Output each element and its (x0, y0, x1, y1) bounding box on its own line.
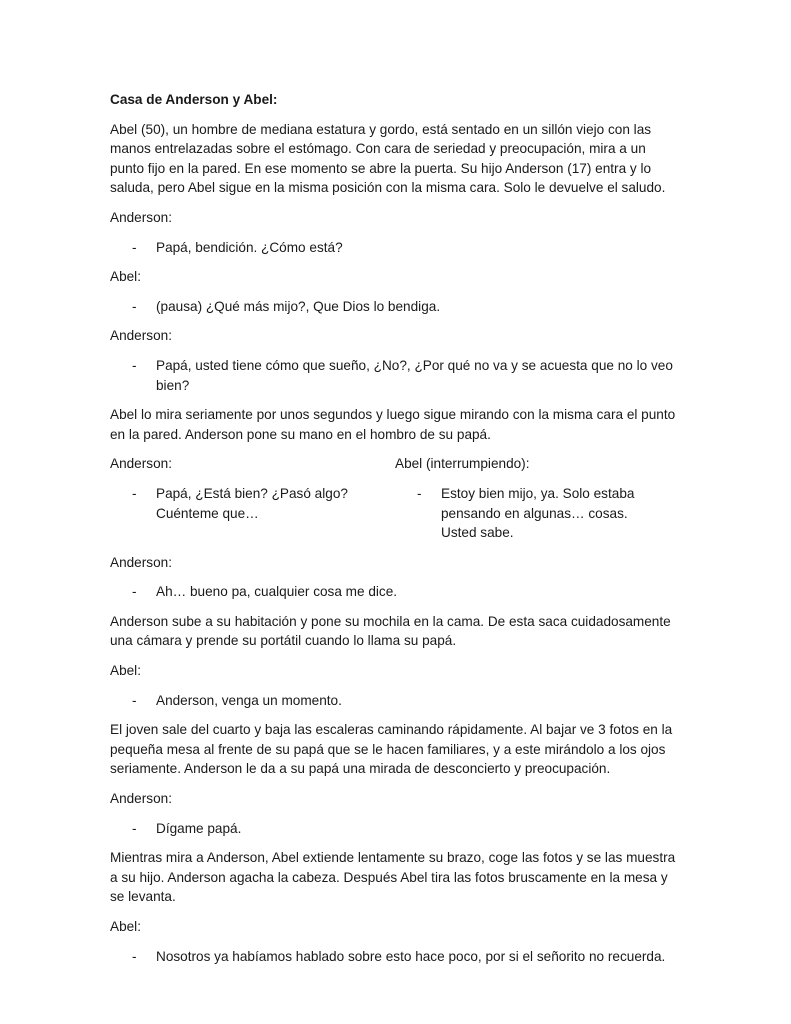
scene-heading: Casa de Anderson y Abel: (110, 92, 278, 107)
dialogue-dash: - (132, 298, 137, 314)
dual-dialogue (110, 454, 680, 542)
action-paragraph: Abel (50), un hombre de mediana estatura y gordo, está sentado en un sillón viejo con las manos entrelazadas sobre el estómago. Con cara de seriedad y preocupación, mira a un punto fijo en la pared. En ese momento se abre la puerta. Su hijo Anderson (17) entra y lo saluda, pero Abel sigue en la misma posición con la misma cara. Solo le devuelve el saludo. (110, 121, 666, 196)
dialogue-line (110, 819, 680, 839)
speaker-name: Abel: (110, 269, 141, 285)
dialogue-dash: - (132, 357, 137, 373)
dual-dialogue-right (395, 454, 680, 542)
action-paragraph: Abel lo mira seriamente por unos segundos y luego sigue mirando con la misma cara el punto en la pared. Anderson pone su mano en el hombro de su papá. (110, 407, 676, 442)
speaker-name: Abel: (110, 663, 141, 679)
dialogue-dash: - (132, 584, 137, 600)
action-paragraph: El joven sale del cuarto y baja las escaleras caminando rápidamente. Al bajar ve 3 fotos en la pequeña mesa al frente de su papá que se le hacen familiares, y a este mirándolo a los ojos seriamente. Anderson le da a su papá una mirada de desconcierto y preocupación. (110, 722, 673, 777)
speaker-name: Anderson: (110, 328, 172, 344)
dialogue-line (395, 484, 680, 543)
script-page (110, 90, 680, 976)
dialogue-text: Dígame papá. (156, 820, 242, 836)
speaker-name: Anderson: (110, 209, 172, 225)
dialogue-line (110, 582, 680, 602)
speaker-name: Abel: (110, 919, 141, 934)
dialogue-text: (pausa) ¿Qué más mijo?, Que Dios lo bendiga. (156, 298, 441, 314)
dialogue-dash: - (132, 948, 137, 964)
dialogue-text: Estoy bien mijo, ya. Solo estaba pensando en algunas… cosas. Usted sabe. (441, 485, 635, 541)
dialogue-line (110, 238, 680, 258)
dialogue-dash: - (132, 239, 137, 255)
dialogue-dash: - (132, 820, 137, 836)
dialogue-line (110, 484, 395, 523)
dual-dialogue-left (110, 454, 395, 542)
dialogue-dash: - (132, 485, 137, 501)
dialogue-line (110, 356, 680, 395)
dialogue-text: Anderson, venga un momento. (156, 692, 342, 708)
dialogue-line (110, 297, 680, 317)
dialogue-text: Nosotros ya habíamos hablado sobre esto hace poco, por si el señorito no recuerda. (156, 948, 666, 964)
dialogue-dash: - (132, 692, 137, 708)
speaker-name: Anderson: (110, 554, 172, 570)
dialogue-text: Papá, usted tiene cómo que sueño, ¿No?, ¿Por qué no va y se acuesta que no lo veo bien? (156, 357, 673, 393)
dialogue-line (110, 947, 680, 967)
dialogue-text: Papá, ¿Está bien? ¿Pasó algo? Cuénteme que… (156, 485, 348, 521)
speaker-name: Anderson: (110, 456, 172, 472)
dialogue-line (110, 691, 680, 711)
speaker-name: Abel (interrumpiendo): (395, 456, 530, 472)
dialogue-text: Ah… bueno pa, cualquier cosa me dice. (156, 584, 398, 600)
dialogue-text: Papá, bendición. ¿Cómo está? (156, 239, 343, 255)
action-paragraph: Anderson sube a su habitación y pone su mochila en la cama. De esta saca cuidadosamente una cámara y prende su portátil cuando lo llama su papá. (110, 613, 671, 649)
action-paragraph: Mientras mira a Anderson, Abel extiende lentamente su brazo, coge las fotos y se las muestra a su hijo. Anderson agacha la cabeza. Después Abel tira las fotos bruscamente en la mesa y se levanta. (110, 850, 676, 905)
speaker-name: Anderson: (110, 791, 172, 807)
dialogue-dash: - (417, 485, 422, 501)
